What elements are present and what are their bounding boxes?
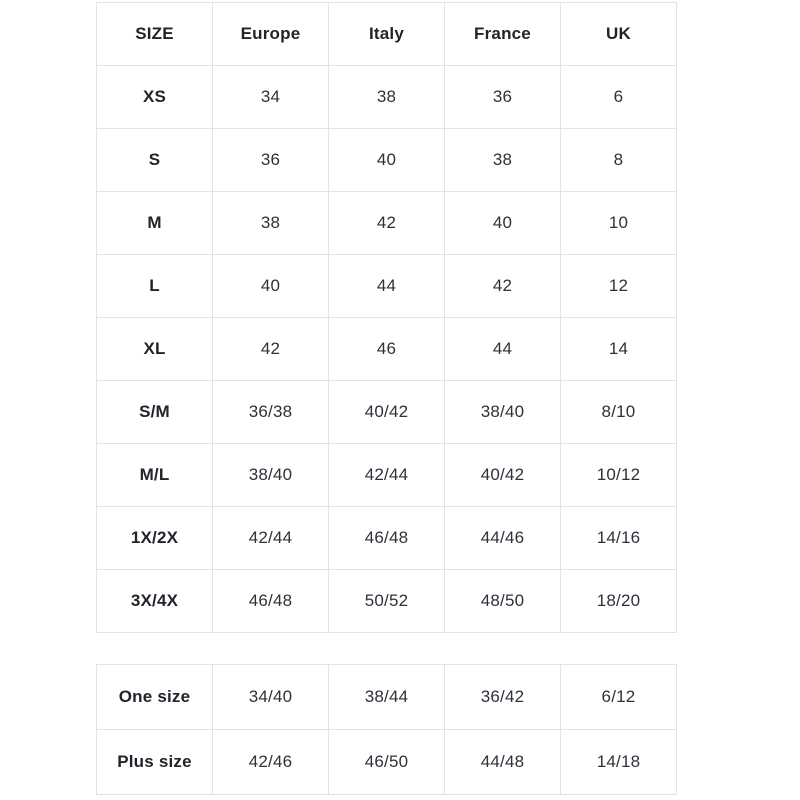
table-row (97, 665, 677, 730)
cell-france: 38/40 (445, 381, 561, 444)
column-header-size: SIZE (97, 3, 213, 66)
column-header-europe: Europe (213, 3, 329, 66)
cell-uk: 12 (561, 255, 677, 318)
row-label: L (97, 255, 213, 318)
cell-europe: 40 (213, 255, 329, 318)
row-label: Plus size (97, 730, 213, 795)
table-row (97, 570, 677, 633)
cell-europe: 34/40 (213, 665, 329, 730)
cell-uk: 18/20 (561, 570, 677, 633)
column-header-uk: UK (561, 3, 677, 66)
cell-uk: 14/18 (561, 730, 677, 795)
cell-uk: 6/12 (561, 665, 677, 730)
cell-europe: 42/44 (213, 507, 329, 570)
cell-italy: 46/50 (329, 730, 445, 795)
cell-italy: 42/44 (329, 444, 445, 507)
main-size-table-container (96, 2, 676, 633)
cell-italy: 50/52 (329, 570, 445, 633)
cell-france: 44/48 (445, 730, 561, 795)
cell-france: 40/42 (445, 444, 561, 507)
cell-uk: 6 (561, 66, 677, 129)
cell-europe: 38/40 (213, 444, 329, 507)
cell-france: 48/50 (445, 570, 561, 633)
table-row (97, 192, 677, 255)
cell-france: 44 (445, 318, 561, 381)
cell-uk: 14/16 (561, 507, 677, 570)
main-size-table (96, 2, 677, 633)
table-row (97, 255, 677, 318)
cell-europe: 46/48 (213, 570, 329, 633)
secondary-size-table (96, 664, 677, 795)
cell-france: 36 (445, 66, 561, 129)
cell-france: 36/42 (445, 665, 561, 730)
cell-europe: 34 (213, 66, 329, 129)
table-row (97, 318, 677, 381)
row-label: M (97, 192, 213, 255)
table-row (97, 129, 677, 192)
row-label: S (97, 129, 213, 192)
row-label: XL (97, 318, 213, 381)
table-row (97, 730, 677, 795)
column-header-italy: Italy (329, 3, 445, 66)
cell-france: 40 (445, 192, 561, 255)
cell-italy: 46/48 (329, 507, 445, 570)
cell-europe: 42 (213, 318, 329, 381)
row-label: XS (97, 66, 213, 129)
table-header (97, 3, 677, 66)
cell-uk: 8/10 (561, 381, 677, 444)
cell-italy: 46 (329, 318, 445, 381)
row-label: 3X/4X (97, 570, 213, 633)
table-body (97, 66, 677, 633)
cell-italy: 42 (329, 192, 445, 255)
cell-italy: 40/42 (329, 381, 445, 444)
table-row (97, 507, 677, 570)
header-row (97, 3, 677, 66)
cell-uk: 10 (561, 192, 677, 255)
cell-france: 44/46 (445, 507, 561, 570)
row-label: 1X/2X (97, 507, 213, 570)
cell-europe: 38 (213, 192, 329, 255)
cell-europe: 36 (213, 129, 329, 192)
table-row (97, 444, 677, 507)
table-row (97, 66, 677, 129)
cell-europe: 36/38 (213, 381, 329, 444)
cell-france: 38 (445, 129, 561, 192)
table-row (97, 381, 677, 444)
cell-uk: 10/12 (561, 444, 677, 507)
cell-italy: 38/44 (329, 665, 445, 730)
row-label: M/L (97, 444, 213, 507)
row-label: S/M (97, 381, 213, 444)
cell-uk: 8 (561, 129, 677, 192)
row-label: One size (97, 665, 213, 730)
column-header-france: France (445, 3, 561, 66)
cell-italy: 40 (329, 129, 445, 192)
secondary-size-table-container (96, 664, 676, 795)
cell-italy: 44 (329, 255, 445, 318)
cell-italy: 38 (329, 66, 445, 129)
cell-france: 42 (445, 255, 561, 318)
table-body (97, 665, 677, 795)
cell-europe: 42/46 (213, 730, 329, 795)
cell-uk: 14 (561, 318, 677, 381)
